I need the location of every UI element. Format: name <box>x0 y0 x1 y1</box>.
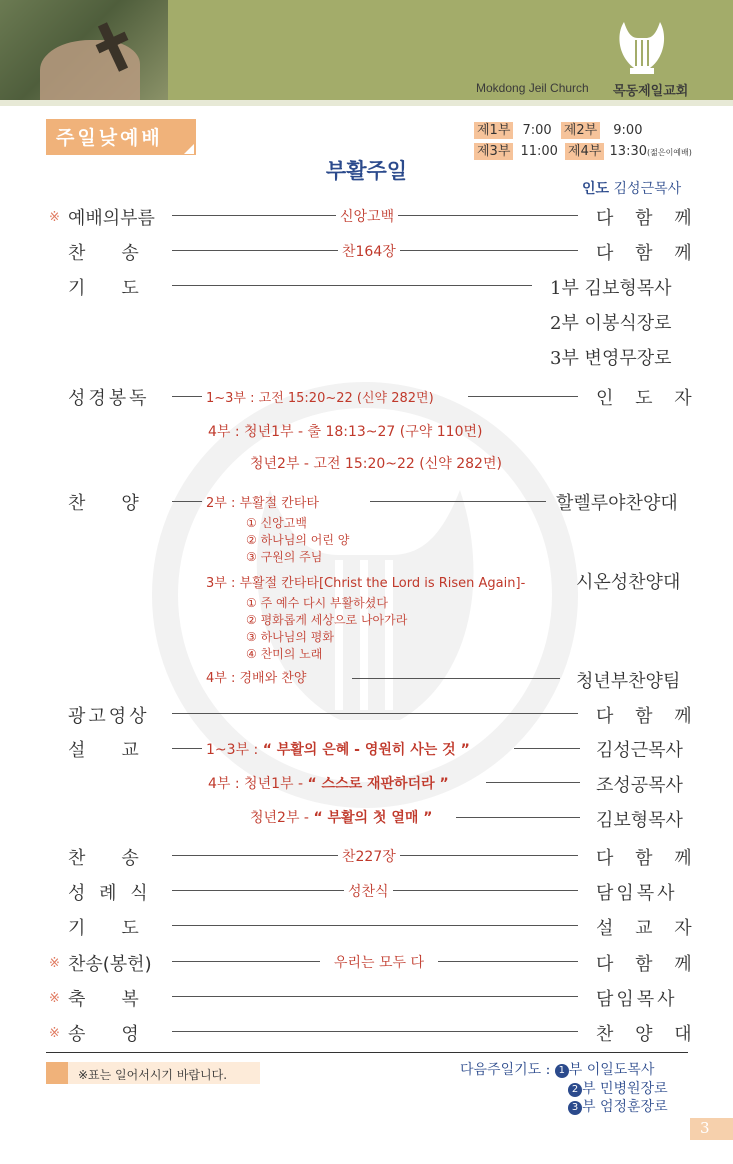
next-prayer-2: 2 부 민병원장로 <box>568 1078 668 1098</box>
prayer2-label: 기 도 <box>68 918 139 939</box>
doxology-label: 송 영 <box>68 1024 139 1045</box>
title-corner-icon <box>184 144 194 154</box>
prayer-right-1: 1부 김보형목사 <box>550 278 672 299</box>
anthem-part2-item-3: ③ 구원의 주님 <box>246 550 323 564</box>
church-name-ko: 목동제일교회 <box>613 84 689 99</box>
anthem-part3-item-3: ③ 하나님의 평화 <box>246 630 334 644</box>
scripture-right: 인 도 자 <box>596 388 700 409</box>
footer-divider <box>46 1052 688 1053</box>
offering-mid: 우리는 모두 다 <box>320 952 438 972</box>
hymn2-mid: 찬227장 <box>338 846 400 866</box>
anthem-part3-item-4: ④ 찬미의 노래 <box>246 647 323 661</box>
page-number-box <box>690 1118 733 1140</box>
time-label-2: 제2부 <box>561 122 600 139</box>
service-leader: 인도 김성근목사 <box>582 181 682 197</box>
scripture-line3: 청년2부 - 고전 15:20~22 (신약 282면) <box>250 456 502 472</box>
lyre-dove-icon <box>612 14 672 76</box>
time-label-1: 제1부 <box>474 122 513 139</box>
sermon-line2: 4부 : 청년1부 - “ 스스로 재판하더라 ” <box>208 776 449 792</box>
prayer-right-3: 3부 변영무장로 <box>550 348 672 369</box>
call-label: 예배의부름 <box>68 208 155 229</box>
anthem-part3-head: 3부 : 부활절 칸타타[Christ the Lord is Risen Again]- <box>206 576 526 591</box>
anthem-part4-right: 청년부찬양팀 <box>576 671 681 692</box>
time-note-4: (젊은이예배) <box>647 148 692 157</box>
time-value-4: 13:30 <box>609 144 647 159</box>
communion-mid: 성찬식 <box>344 881 393 901</box>
communion-right: 담임목사 <box>596 883 678 904</box>
service-title: 주일낮예배 <box>56 127 163 149</box>
call-right: 다 함 께 <box>596 208 700 229</box>
prayer2-right: 설 교 자 <box>596 918 700 939</box>
time-label-3: 제3부 <box>474 143 513 160</box>
time-value-2: 9:00 <box>613 123 643 138</box>
page-number: 3 <box>700 1119 710 1137</box>
anthem-part2-head: 2부 : 부활절 칸타타 <box>206 496 319 511</box>
stand-mark: ※ <box>49 956 60 971</box>
hands-cross-icon <box>0 0 168 100</box>
sermon-label: 설 교 <box>68 740 139 761</box>
stand-mark: ※ <box>49 1026 60 1041</box>
hymn2-right: 다 함 께 <box>596 848 700 869</box>
announce-right: 다 함 께 <box>596 706 700 727</box>
service-name: 부활주일 <box>325 159 408 183</box>
note-square-icon <box>46 1062 68 1084</box>
blessing-right: 담임목사 <box>596 989 678 1010</box>
sermon-line1: 1~3부 : “ 부활의 은혜 - 영원히 사는 것 ” <box>206 742 470 758</box>
anthem-part3-item-2: ② 평화롭게 세상으로 나아가라 <box>246 613 408 627</box>
scripture-line1: 1~3부 : 고전 15:20~22 (신약 282면) <box>206 391 434 406</box>
anthem-part2-item-1: ① 신앙고백 <box>246 516 307 530</box>
prayer-right-2: 2부 이봉식장로 <box>550 313 672 334</box>
blessing-label: 축 복 <box>68 989 139 1010</box>
anthem-label: 찬 양 <box>68 493 139 514</box>
anthem-part2-right: 할렐루야찬양대 <box>556 493 678 514</box>
sermon-right-1: 김성근목사 <box>596 740 683 761</box>
offering-right: 다 함 께 <box>596 954 700 975</box>
anthem-part3-item-1: ① 주 예수 다시 부활하셨다 <box>246 596 388 610</box>
time-label-4: 제4부 <box>565 143 604 160</box>
next-prayer-3: 3 부 엄정훈장로 <box>568 1096 668 1116</box>
prayer-label: 기 도 <box>68 278 139 299</box>
scripture-line2: 4부 : 청년1부 - 출 18:13~27 (구약 110면) <box>208 424 483 440</box>
doxology-right: 찬 양 대 <box>596 1024 700 1045</box>
time-value-3: 11:00 <box>520 144 558 159</box>
communion-label: 성 례 식 <box>68 883 152 904</box>
anthem-part3-right: 시온성찬양대 <box>576 572 681 593</box>
header-strip <box>0 100 733 106</box>
anthem-part4-head: 4부 : 경배와 찬양 <box>206 671 307 686</box>
hymn2-label: 찬 송 <box>68 848 139 869</box>
anthem-part2-item-2: ② 하나님의 어린 양 <box>246 533 350 547</box>
hymn1-mid: 찬164장 <box>338 241 400 261</box>
sermon-right-3: 김보형목사 <box>596 810 683 831</box>
service-times-row1 <box>474 119 642 138</box>
sermon-line3: 청년2부 - “ 부활의 첫 열매 ” <box>250 810 433 826</box>
hymn1-label: 찬 송 <box>68 243 139 264</box>
standing-note: ※표는 일어서시기 바랍니다. <box>78 1068 228 1082</box>
stand-mark: ※ <box>49 210 60 225</box>
hymn1-right: 다 함 께 <box>596 243 700 264</box>
time-value-1: 7:00 <box>522 123 552 138</box>
stand-mark: ※ <box>49 991 60 1006</box>
offering-label: 찬송(봉헌) <box>68 954 152 975</box>
church-name-en: Mokdong Jeil Church <box>476 81 589 95</box>
call-mid: 신앙고백 <box>336 206 398 226</box>
announce-label: 광고영상 <box>68 706 150 727</box>
next-prayer-1: 다음주일기도 : 1 부 이일도목사 <box>460 1062 655 1078</box>
scripture-label: 성경봉독 <box>68 388 150 409</box>
sermon-right-2: 조성공목사 <box>596 775 683 796</box>
